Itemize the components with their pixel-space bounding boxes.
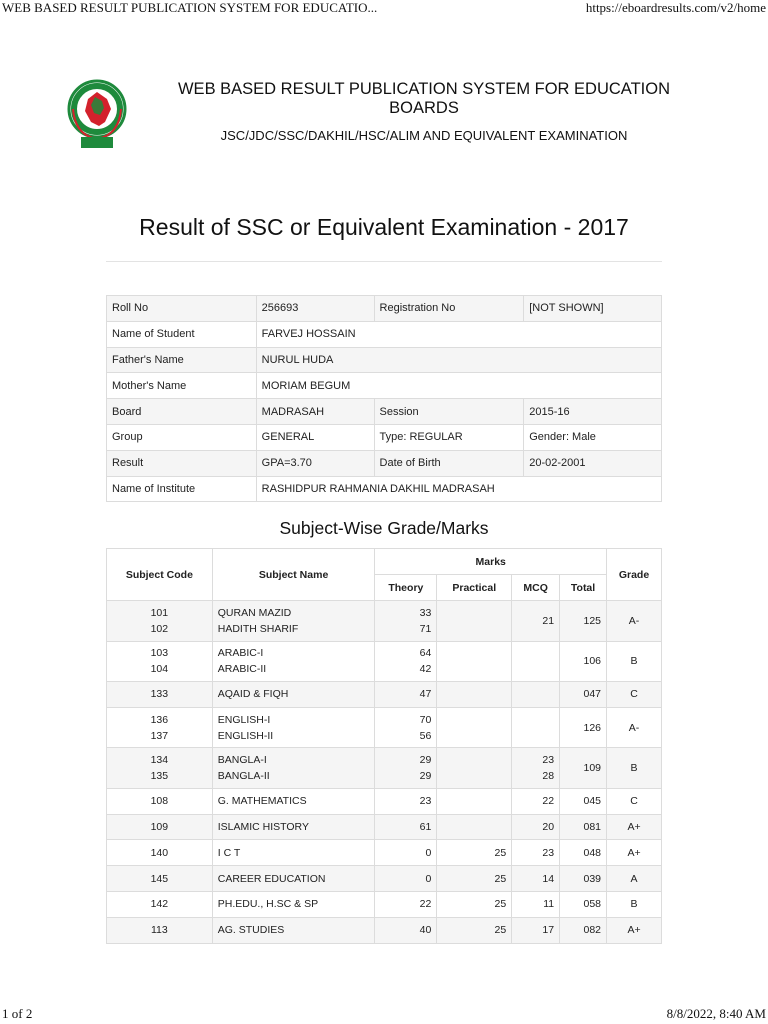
group-value: GENERAL: [256, 424, 374, 450]
practical-cell-line: 25: [494, 846, 507, 859]
theory-cell: [375, 917, 437, 943]
table-row: [107, 682, 662, 708]
theory-cell-line: 64: [419, 647, 432, 660]
mcq-cell: [512, 641, 560, 682]
header-total: Total: [560, 575, 607, 601]
theory-cell-line: 40: [419, 924, 432, 937]
mcq-cell-line: 23: [542, 846, 555, 859]
theory-cell-line: 0: [425, 872, 432, 885]
mcq-cell-line: 14: [542, 872, 555, 885]
table-row: [107, 373, 662, 399]
result-title: Result of SSC or Equivalent Examination - 2017: [139, 214, 629, 240]
total-cell: 039: [560, 866, 607, 892]
theory-cell-line: 42: [419, 663, 432, 676]
dob-value: 20-02-2001: [524, 450, 662, 476]
subject-code-cell: [107, 641, 213, 682]
subject-code-cell-line: 142: [150, 898, 169, 911]
table-row: [107, 424, 662, 450]
mcq-cell: [512, 682, 560, 708]
header-subject-name: Subject Name: [212, 549, 375, 601]
subject-code-cell: [107, 707, 213, 748]
subject-name-cell: [212, 601, 375, 642]
theory-cell-line: 70: [419, 713, 432, 726]
table-row: [107, 399, 662, 425]
mcq-cell-line: 11: [543, 898, 555, 911]
subject-wise-title: Subject-Wise Grade/Marks: [279, 518, 489, 538]
subject-name-cell: [212, 917, 375, 943]
roll-label: Roll No: [107, 296, 257, 322]
board-value: MADRASAH: [256, 399, 374, 425]
marks-table: [106, 548, 662, 944]
practical-cell: [437, 707, 512, 748]
subject-code-cell: [107, 748, 213, 789]
practical-cell: [437, 682, 512, 708]
subject-code-cell: [107, 866, 213, 892]
subject-code-cell: [107, 917, 213, 943]
mcq-cell: [512, 707, 560, 748]
theory-cell-line: 56: [419, 729, 432, 742]
mcq-cell-line: 22: [542, 795, 555, 808]
institute-value: RASHIDPUR RAHMANIA DAKHIL MADRASAH: [256, 476, 661, 502]
total-cell: 048: [560, 840, 607, 866]
subject-code-cell-line: 134: [150, 754, 169, 767]
system-title: WEB BASED RESULT PUBLICATION SYSTEM FOR EDUCATION BOARDS: [177, 80, 671, 117]
practical-cell-line: 25: [494, 872, 507, 885]
grade-cell: A-: [607, 707, 662, 748]
registration-label: Registration No: [374, 296, 524, 322]
table-row: [107, 748, 662, 789]
institute-label: Name of Institute: [107, 476, 257, 502]
practical-cell: [437, 748, 512, 789]
theory-cell-line: 23: [419, 795, 432, 808]
subject-name-cell-line: CAREER EDUCATION: [217, 872, 326, 885]
theory-cell-line: 47: [419, 688, 432, 701]
header-practical: Practical: [437, 575, 512, 601]
subject-name-cell: [212, 814, 375, 840]
subject-code-cell-line: 140: [150, 846, 169, 859]
theory-cell-line: 29: [419, 770, 432, 783]
practical-cell: [437, 814, 512, 840]
subject-code-cell-line: 135: [150, 770, 169, 783]
subject-code-cell-line: 101: [150, 606, 169, 619]
subject-name-cell: [212, 891, 375, 917]
grade-cell: A+: [607, 840, 662, 866]
practical-cell-line: 25: [494, 924, 507, 937]
theory-cell: [375, 707, 437, 748]
subject-name-cell: [212, 707, 375, 748]
practical-cell-line: 25: [494, 898, 507, 911]
mcq-cell: [512, 814, 560, 840]
theory-cell-line: 71: [419, 622, 432, 635]
grade-cell: B: [607, 891, 662, 917]
student-name-label: Name of Student: [107, 321, 257, 347]
subject-name-cell-line: ARABIC-II: [217, 663, 267, 676]
theory-cell: [375, 682, 437, 708]
total-cell: 082: [560, 917, 607, 943]
board-label: Board: [107, 399, 257, 425]
theory-cell-line: 61: [419, 820, 432, 833]
mcq-cell-line: 21: [542, 614, 555, 627]
grade-cell: A: [607, 866, 662, 892]
practical-cell: [437, 788, 512, 814]
marks-table-body: [107, 601, 662, 944]
mother-name-value: MORIAM BEGUM: [256, 373, 661, 399]
table-row: [107, 601, 662, 642]
subject-code-cell-line: 133: [150, 688, 169, 701]
father-name-value: NURUL HUDA: [256, 347, 661, 373]
subject-name-cell-line: ENGLISH-II: [217, 729, 274, 742]
theory-cell: [375, 814, 437, 840]
roll-value: 256693: [256, 296, 374, 322]
dob-label: Date of Birth: [374, 450, 524, 476]
grade-cell: A-: [607, 601, 662, 642]
table-row: [107, 840, 662, 866]
subject-name-cell-line: AG. STUDIES: [217, 924, 285, 937]
subject-name-cell-line: HADITH SHARIF: [217, 622, 299, 635]
student-name-value: FARVEJ HOSSAIN: [256, 321, 661, 347]
grade-cell: B: [607, 748, 662, 789]
mcq-cell: [512, 840, 560, 866]
theory-cell-line: 0: [425, 846, 432, 859]
theory-cell-line: 22: [419, 898, 432, 911]
subject-name-cell-line: AQAID & FIQH: [217, 688, 289, 701]
subject-code-cell: [107, 601, 213, 642]
practical-cell: [437, 641, 512, 682]
print-header: [0, 0, 768, 18]
theory-cell-line: 29: [419, 754, 432, 767]
mcq-cell-line: 28: [542, 770, 555, 783]
subject-name-cell: [212, 866, 375, 892]
subject-name-cell-line: ARABIC-I: [217, 647, 264, 660]
header-mcq: MCQ: [512, 575, 560, 601]
subject-name-cell-line: ENGLISH-I: [217, 713, 271, 726]
theory-cell: [375, 840, 437, 866]
total-cell: 126: [560, 707, 607, 748]
subject-name-cell-line: QURAN MAZID: [217, 606, 292, 619]
subject-code-cell-line: 104: [150, 663, 169, 676]
result-label: Result: [107, 450, 257, 476]
subject-name-cell: [212, 682, 375, 708]
total-cell: 106: [560, 641, 607, 682]
examination-list: JSC/JDC/SSC/DAKHIL/HSC/ALIM AND EQUIVALENT EXAMINATION: [220, 128, 628, 143]
practical-cell: [437, 866, 512, 892]
total-cell: 081: [560, 814, 607, 840]
header-theory: Theory: [375, 575, 437, 601]
table-row: [107, 321, 662, 347]
table-row: [107, 707, 662, 748]
table-row: [107, 450, 662, 476]
practical-cell: [437, 891, 512, 917]
subject-name-cell-line: G. MATHEMATICS: [217, 795, 307, 808]
table-row: [107, 866, 662, 892]
grade-cell: C: [607, 788, 662, 814]
table-row: [107, 891, 662, 917]
theory-cell-line: 33: [419, 606, 432, 619]
subject-name-cell-line: PH.EDU., H.SC & SP: [217, 898, 319, 911]
subject-name-cell-line: I C T: [217, 846, 241, 859]
table-row: [107, 476, 662, 502]
subject-name-cell: [212, 840, 375, 866]
page-number: 1 of 2: [2, 1006, 33, 1021]
total-cell: 058: [560, 891, 607, 917]
grade-cell: A+: [607, 814, 662, 840]
government-seal-icon: [67, 75, 127, 151]
subject-name-cell: [212, 641, 375, 682]
header-marks: Marks: [375, 549, 607, 575]
subject-name-cell: [212, 748, 375, 789]
divider: [106, 261, 662, 262]
print-timestamp: 8/8/2022, 8:40 AM: [666, 1006, 766, 1021]
subject-name-cell: [212, 788, 375, 814]
print-footer: [0, 1006, 768, 1024]
subject-code-cell: [107, 814, 213, 840]
group-label: Group: [107, 424, 257, 450]
table-row: [107, 788, 662, 814]
theory-cell: [375, 641, 437, 682]
subject-code-cell-line: 136: [150, 713, 169, 726]
session-value: 2015-16: [524, 399, 662, 425]
table-row: [107, 917, 662, 943]
practical-cell: [437, 601, 512, 642]
mother-name-label: Mother's Name: [107, 373, 257, 399]
subject-code-cell-line: 109: [150, 820, 169, 833]
subject-code-cell: [107, 788, 213, 814]
theory-cell: [375, 866, 437, 892]
father-name-label: Father's Name: [107, 347, 257, 373]
subject-name-cell-line: BANGLA-I: [217, 754, 267, 767]
theory-cell: [375, 788, 437, 814]
theory-cell: [375, 601, 437, 642]
grade-cell: A+: [607, 917, 662, 943]
mcq-cell: [512, 748, 560, 789]
subject-name-cell-line: ISLAMIC HISTORY: [217, 820, 309, 833]
subject-code-cell: [107, 891, 213, 917]
subject-code-cell-line: 103: [150, 647, 169, 660]
mcq-cell-line: 17: [542, 924, 555, 937]
grade-cell: B: [607, 641, 662, 682]
table-row: [107, 814, 662, 840]
theory-cell: [375, 748, 437, 789]
mcq-cell-line: 20: [542, 820, 555, 833]
print-header-url: https://eboardresults.com/v2/home: [585, 0, 766, 15]
mcq-cell: [512, 917, 560, 943]
mcq-cell: [512, 891, 560, 917]
subject-code-cell-line: 113: [150, 924, 168, 937]
result-value: GPA=3.70: [256, 450, 374, 476]
subject-code-cell-line: 145: [150, 872, 169, 885]
subject-code-cell-line: 108: [150, 795, 169, 808]
mcq-cell: [512, 601, 560, 642]
mcq-cell: [512, 788, 560, 814]
mcq-cell-line: 23: [542, 754, 555, 767]
subject-code-cell-line: 102: [150, 622, 169, 635]
theory-cell: [375, 891, 437, 917]
subject-code-cell-line: 137: [150, 729, 169, 742]
mcq-cell: [512, 866, 560, 892]
subject-code-cell: [107, 682, 213, 708]
subject-code-cell: [107, 840, 213, 866]
grade-cell: C: [607, 682, 662, 708]
student-info-table: [106, 295, 662, 502]
gender-value: Gender: Male: [524, 424, 662, 450]
total-cell: 125: [560, 601, 607, 642]
table-row: [107, 641, 662, 682]
table-row: [107, 296, 662, 322]
total-cell: 045: [560, 788, 607, 814]
type-value: Type: REGULAR: [374, 424, 524, 450]
registration-value: [NOT SHOWN]: [524, 296, 662, 322]
header-grade: Grade: [607, 549, 662, 601]
total-cell: 109: [560, 748, 607, 789]
practical-cell: [437, 840, 512, 866]
practical-cell: [437, 917, 512, 943]
print-header-title: WEB BASED RESULT PUBLICATION SYSTEM FOR EDUCATIO...: [2, 0, 378, 15]
session-label: Session: [374, 399, 524, 425]
subject-name-cell-line: BANGLA-II: [217, 770, 270, 783]
total-cell: 047: [560, 682, 607, 708]
table-row: [107, 347, 662, 373]
header-subject-code: Subject Code: [107, 549, 213, 601]
